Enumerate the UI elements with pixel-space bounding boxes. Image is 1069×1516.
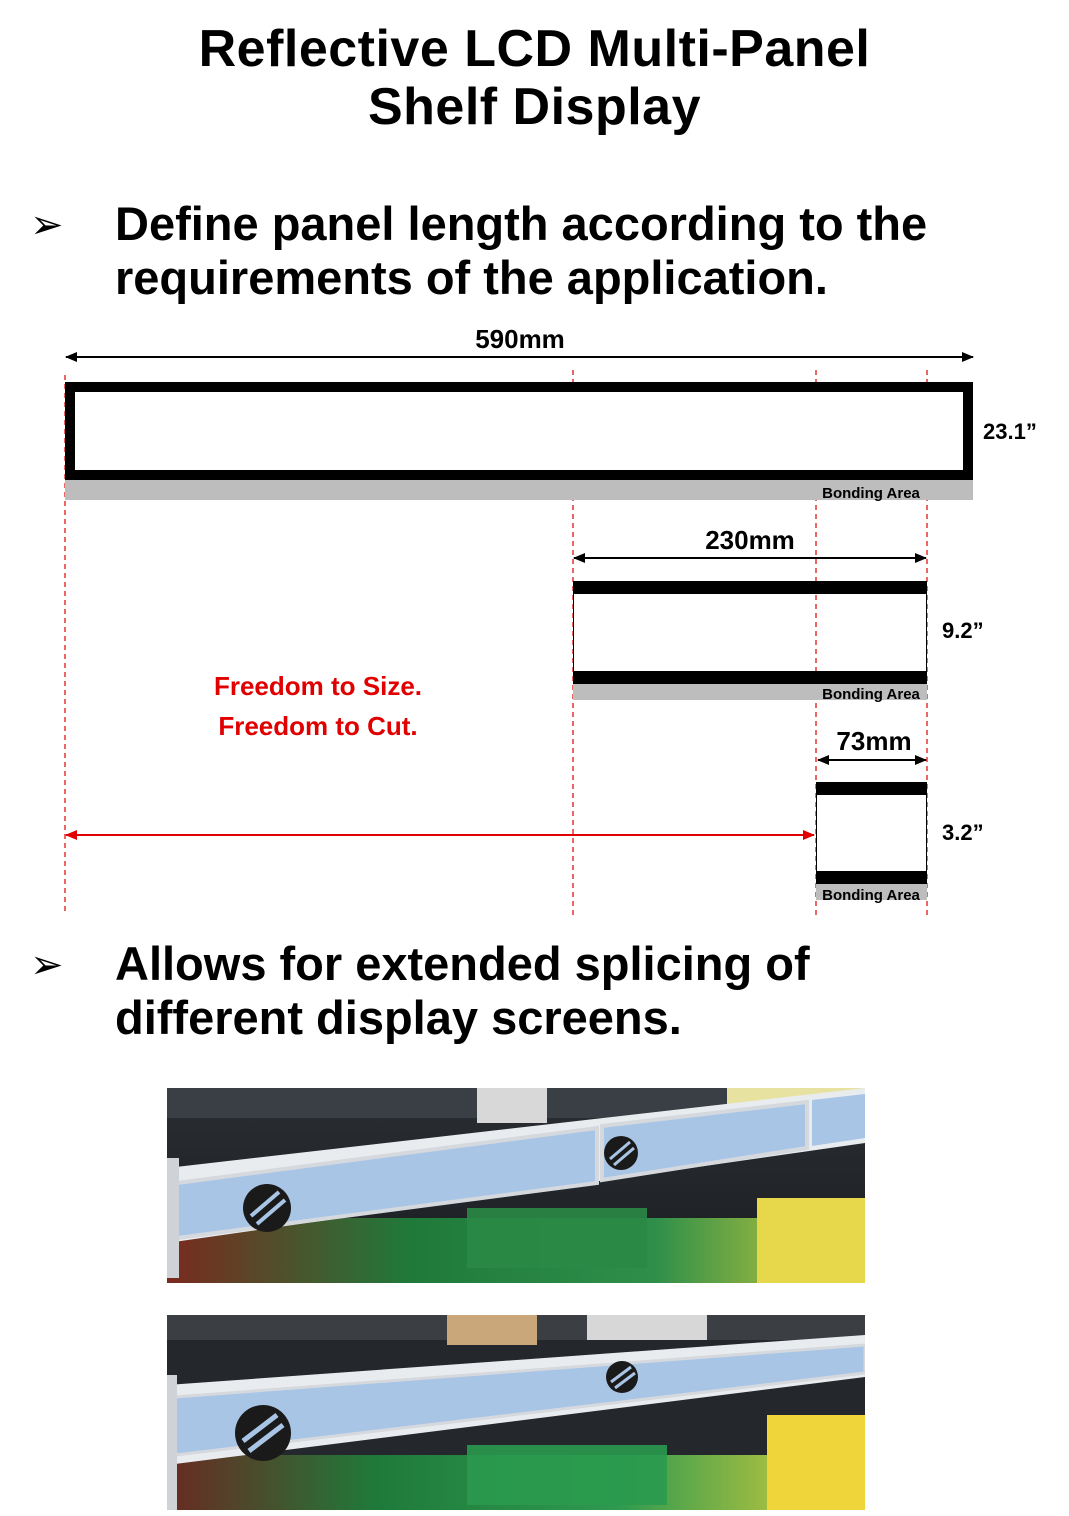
bullet-2-line-1: Allows for extended splicing of — [115, 937, 810, 990]
diagonal-label-9-2: 9.2” — [942, 618, 984, 643]
panel-590mm — [65, 324, 1037, 502]
shelf-photo-spliced-panels — [167, 1088, 865, 1283]
title-line-1: Reflective LCD Multi-Panel — [198, 20, 871, 78]
title-line-2: Shelf Display — [367, 78, 702, 136]
bonding-label-1: Bonding Area — [822, 485, 920, 502]
diagonal-label-3-2: 3.2” — [942, 820, 984, 845]
shelf-photo-extended-panel — [167, 1315, 865, 1510]
bullet-1-line-2: requirements of the application. — [115, 251, 828, 304]
panel-size-diagram — [0, 320, 1069, 920]
page-title — [0, 20, 1069, 136]
shelf-photo-1-illustration — [167, 1088, 865, 1283]
bonding-label-2: Bonding Area — [822, 686, 920, 703]
bonding-label-3: Bonding Area — [822, 887, 920, 904]
bullet-2-line-2: different display screens. — [115, 991, 682, 1044]
slogan-line-1: Freedom to Size. — [213, 671, 423, 701]
slogan-line-2: Freedom to Cut. — [218, 711, 418, 741]
length-label-73mm: 73mm — [836, 726, 912, 756]
panel-230mm — [573, 525, 984, 703]
shelf-photo-2-illustration — [167, 1315, 865, 1510]
length-label-590mm: 590mm — [475, 324, 565, 354]
panel-frame-2-top — [573, 581, 927, 594]
panel-73mm — [816, 726, 984, 904]
bullet-text-1 — [115, 197, 927, 305]
diagonal-label-23-1: 23.1” — [983, 419, 1037, 444]
bullet-1-line-1: Define panel length according to the — [115, 197, 928, 250]
bullet-text-2 — [115, 937, 810, 1045]
panel-frame-1 — [70, 387, 968, 475]
panel-frame-3-top — [816, 782, 927, 795]
panel-frame-2-bottom — [573, 671, 927, 684]
bullet-arrow-icon: ➢ — [30, 203, 64, 247]
panel-frame-3-bottom — [816, 871, 927, 884]
bullet-arrow-icon-2: ➢ — [30, 943, 64, 987]
length-label-230mm: 230mm — [705, 525, 795, 555]
